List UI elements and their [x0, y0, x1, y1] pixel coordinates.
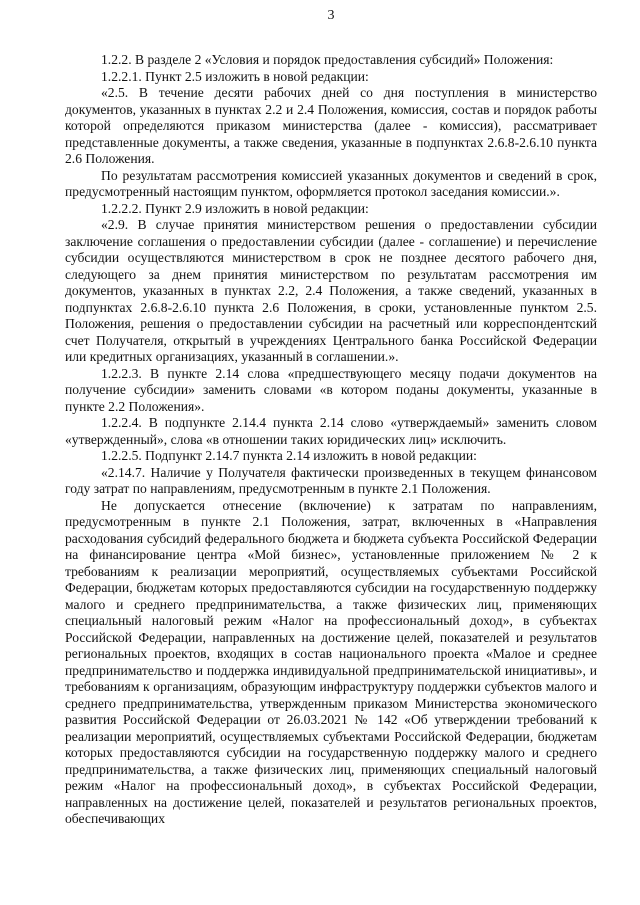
paragraph-1-2-2-3: 1.2.2.3. В пункте 2.14 слова «предшествующего месяцу подачи документов на получение субсидии» заменить словами «в котором поданы документы, указанные в пункте 2.2 Положения».: [65, 365, 597, 414]
paragraph-exclusions: Не допускается отнесение (включение) к затратам по направлениям, предусмотренным в пункте 2.1 Положения, затрат, включенных в «Направления расходования субсидий федерального бюджета и бюджета субъекта Российской Федерации на финансирование центра «Мой бизнес», установленные приложением № 2 к требованиям к реализации мероприятий, осуществляемых субъектами Российской Федерации, бюджетам которых предоставляются субсидии на государственную поддержку малого и среднего предпринимательства, а также физических лиц, применяющих специальный налоговый режим «Налог на профессиональный доход», в субъектах Российской Федерации, направленных на достижение целей, показателей и результатов региональных проектов, входящих в состав национального проекта «Малое и среднее предпринимательство и поддержка индивидуальной предпринимательской инициативы», и требованиям к организациям, образующим инфраструктуру поддержки субъектов малого и среднего предпринимательства, утвержденным приказом Министерства экономического развития Российской Федерации от 26.03.2021 № 142 «Об утверждении требований к реализации мероприятий, осуществляемых субъектами Российской Федерации, бюджетам которых предоставляются субсидии на государственную поддержку малого и среднего предпринимательства, а также физических лиц, применяющих специальный налоговый режим «Налог на профессиональный доход», в субъектах Российской Федерации, направленных на достижение целей, показателей и результатов региональных проектов, обеспечивающих: [65, 497, 597, 826]
document-page: [65, 8, 597, 828]
paragraph-2-14-7: «2.14.7. Наличие у Получателя фактически произведенных в текущем финансовом году затрат по направлениям, предусмотренным в пункте 2.1 Положения.: [65, 464, 597, 496]
paragraph-1-2-2-5: 1.2.2.5. Подпункт 2.14.7 пункта 2.14 изложить в новой редакции:: [101, 448, 477, 463]
paragraph-1-2-2-1: 1.2.2.1. Пункт 2.5 изложить в новой редакции:: [101, 68, 369, 84]
paragraph-2-5-protocol: По результатам рассмотрения комиссией указанных документов и сведений в срок, предусмотренный настоящим пунктом, оформляется протокол заседания комиссии.».: [65, 167, 597, 199]
paragraph-2-5: «2.5. В течение десяти рабочих дней со дня поступления в министерство документов, указанных в пунктах 2.2 и 2.4 Положения, комиссия, состав и порядок работы которой определяются приказом министерства (далее - комиссия), рассматривает представленные документы, а также сведения, указанные в подпунктах 2.6.8-2.6.10 пункта 2.6 Положения.: [65, 85, 597, 166]
paragraph-1-2-2-2: 1.2.2.2. Пункт 2.9 изложить в новой редакции:: [101, 200, 369, 216]
paragraph-1-2-2: 1.2.2. В разделе 2 «Условия и порядок предоставления субсидий» Положения:: [101, 52, 554, 67]
page-number: 3: [327, 8, 335, 23]
paragraph-2-9: «2.9. В случае принятия министерством решения о предоставлении субсидии заключение соглашения о предоставлении субсидии (далее - соглашение) и перечисление субсидии осуществляются министерством в срок не позднее десятого рабочего дня, следующего за днем принятия министерством по результатам рассмотрения им документов, указанных в пунктах 2.2, 2.4 Положения, а также сведений, указанных в подпунктах 2.6.8-2.6.10 пункта 2.6 Положения, в сроки, установленные пунктом 2.5. Положения, решения о предоставлении субсидии на расчетный или корреспондентский счет Получателя, открытый в учреждениях Центрального банка Российской Федерации или кредитных организациях, указанный в соглашении.».: [65, 217, 597, 364]
paragraph-1-2-2-4: 1.2.2.4. В подпункте 2.14.4 пункта 2.14 слово «утверждаемый» заменить словом «утвержденный», слова «в отношении таких юридических лиц» исключить.: [65, 415, 597, 447]
